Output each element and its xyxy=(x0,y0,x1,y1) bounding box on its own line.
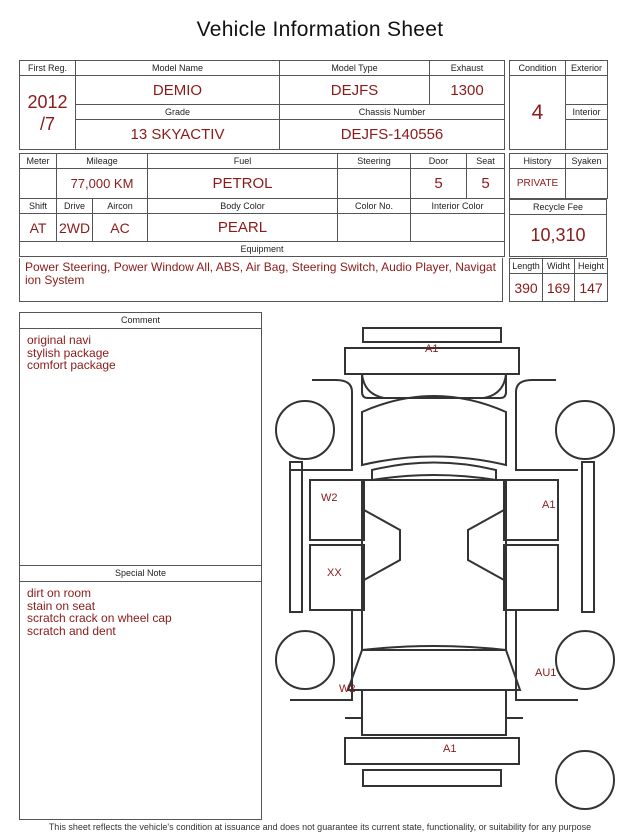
meter-label: Meter xyxy=(20,154,57,169)
seat-value: 5 xyxy=(467,169,505,199)
body-color-label: Body Color xyxy=(148,199,338,214)
comment-item: stylish package xyxy=(27,345,110,360)
comment-header: Comment xyxy=(20,313,261,329)
mark-rear: A1 xyxy=(443,743,457,755)
special-note-item: scratch and dent xyxy=(27,623,116,638)
comment-item: original navi xyxy=(27,333,92,347)
model-type-label: Model Type xyxy=(280,61,430,76)
fuel-value: PETROL xyxy=(148,169,338,199)
model-name-value: DEMIO xyxy=(76,76,280,105)
shift-label: Shift xyxy=(20,199,57,214)
comment-item: comfort package xyxy=(27,358,116,372)
door-value: 5 xyxy=(411,169,467,199)
condition-label: Condition xyxy=(510,61,566,76)
disclaimer-footer: This sheet reflects the vehicle's condition at issuance and does not guarantee its current state, functionality, or suitability for any purpose xyxy=(48,822,592,832)
mark-front: A1 xyxy=(425,343,439,355)
mileage-label: Mileage xyxy=(57,154,148,169)
special-note-item: scratch crack on wheel cap xyxy=(27,611,172,625)
color-no-label: Color No. xyxy=(338,199,411,214)
mark-left-center: XX xyxy=(327,567,342,579)
mark-right-rear: AU1 xyxy=(535,667,557,679)
body-color-value: PEARL xyxy=(148,214,338,242)
special-note-header: Special Note xyxy=(20,566,261,582)
spare-wheel xyxy=(556,751,614,809)
fuel-label: Fuel xyxy=(148,154,338,169)
special-note-item: stain on seat xyxy=(27,598,96,613)
chassis-value: DEJFS-140556 xyxy=(280,120,505,150)
aircon-value: AC xyxy=(93,214,148,242)
recycle-fee-label: Recycle Fee xyxy=(510,200,607,215)
exterior-label: Exterior xyxy=(566,61,608,76)
door-label: Door xyxy=(411,154,467,169)
grade-label: Grade xyxy=(76,105,280,120)
damage-marks xyxy=(321,343,556,755)
model-name-label: Model Name xyxy=(76,61,280,76)
car-outline xyxy=(290,328,594,786)
mileage-value: 77,000 KM xyxy=(57,169,148,199)
exhaust-label: Exhaust xyxy=(430,61,505,76)
width-value: 169 xyxy=(543,274,575,302)
exhaust-value: 1300 xyxy=(430,76,505,105)
grade-value: 13 SKYACTIV xyxy=(76,120,280,150)
wheel-front-right xyxy=(556,401,614,459)
model-type-value: DEJFS xyxy=(280,76,430,105)
recycle-fee-value: 10,310 xyxy=(510,215,607,257)
sheet-title: Vehicle Information Sheet xyxy=(196,18,444,41)
syaken-label: Syaken xyxy=(566,154,608,169)
special-note-item: dirt on room xyxy=(27,586,92,600)
length-label: Length xyxy=(510,259,543,274)
length-value: 390 xyxy=(510,274,543,302)
mark-left-rear: W2 xyxy=(339,683,356,695)
shift-value: AT xyxy=(20,214,57,242)
height-label: Height xyxy=(575,259,608,274)
interior-label: Interior xyxy=(566,105,608,120)
steering-label: Steering xyxy=(338,154,411,169)
drive-label: Drive xyxy=(57,199,93,214)
wheel-rear-right xyxy=(556,631,614,689)
chassis-label: Chassis Number xyxy=(280,105,505,120)
aircon-label: Aircon xyxy=(93,199,148,214)
first-reg-month: /7 xyxy=(39,113,55,134)
first-reg-label: First Reg. xyxy=(20,61,76,76)
seat-label: Seat xyxy=(467,154,505,169)
width-label: Widht xyxy=(543,259,575,274)
history-label: History xyxy=(510,154,566,169)
first-reg-year: 2012 xyxy=(27,91,68,112)
equipment-value: Power Steering, Power Window All, ABS, Air Bag, Steering Switch, Audio Player, Navigation System xyxy=(19,258,503,302)
drive-value: 2WD xyxy=(57,214,93,242)
wheel-rear-left xyxy=(276,631,334,689)
interior-color-label: Interior Color xyxy=(411,199,505,214)
equipment-label: Equipment xyxy=(20,242,505,257)
condition-value: 4 xyxy=(510,76,566,150)
history-value: PRIVATE xyxy=(510,169,566,199)
wheel-front-left xyxy=(276,401,334,459)
height-value: 147 xyxy=(575,274,608,302)
mark-right-front-door: A1 xyxy=(542,499,556,511)
mark-left-front-door: W2 xyxy=(321,492,338,504)
